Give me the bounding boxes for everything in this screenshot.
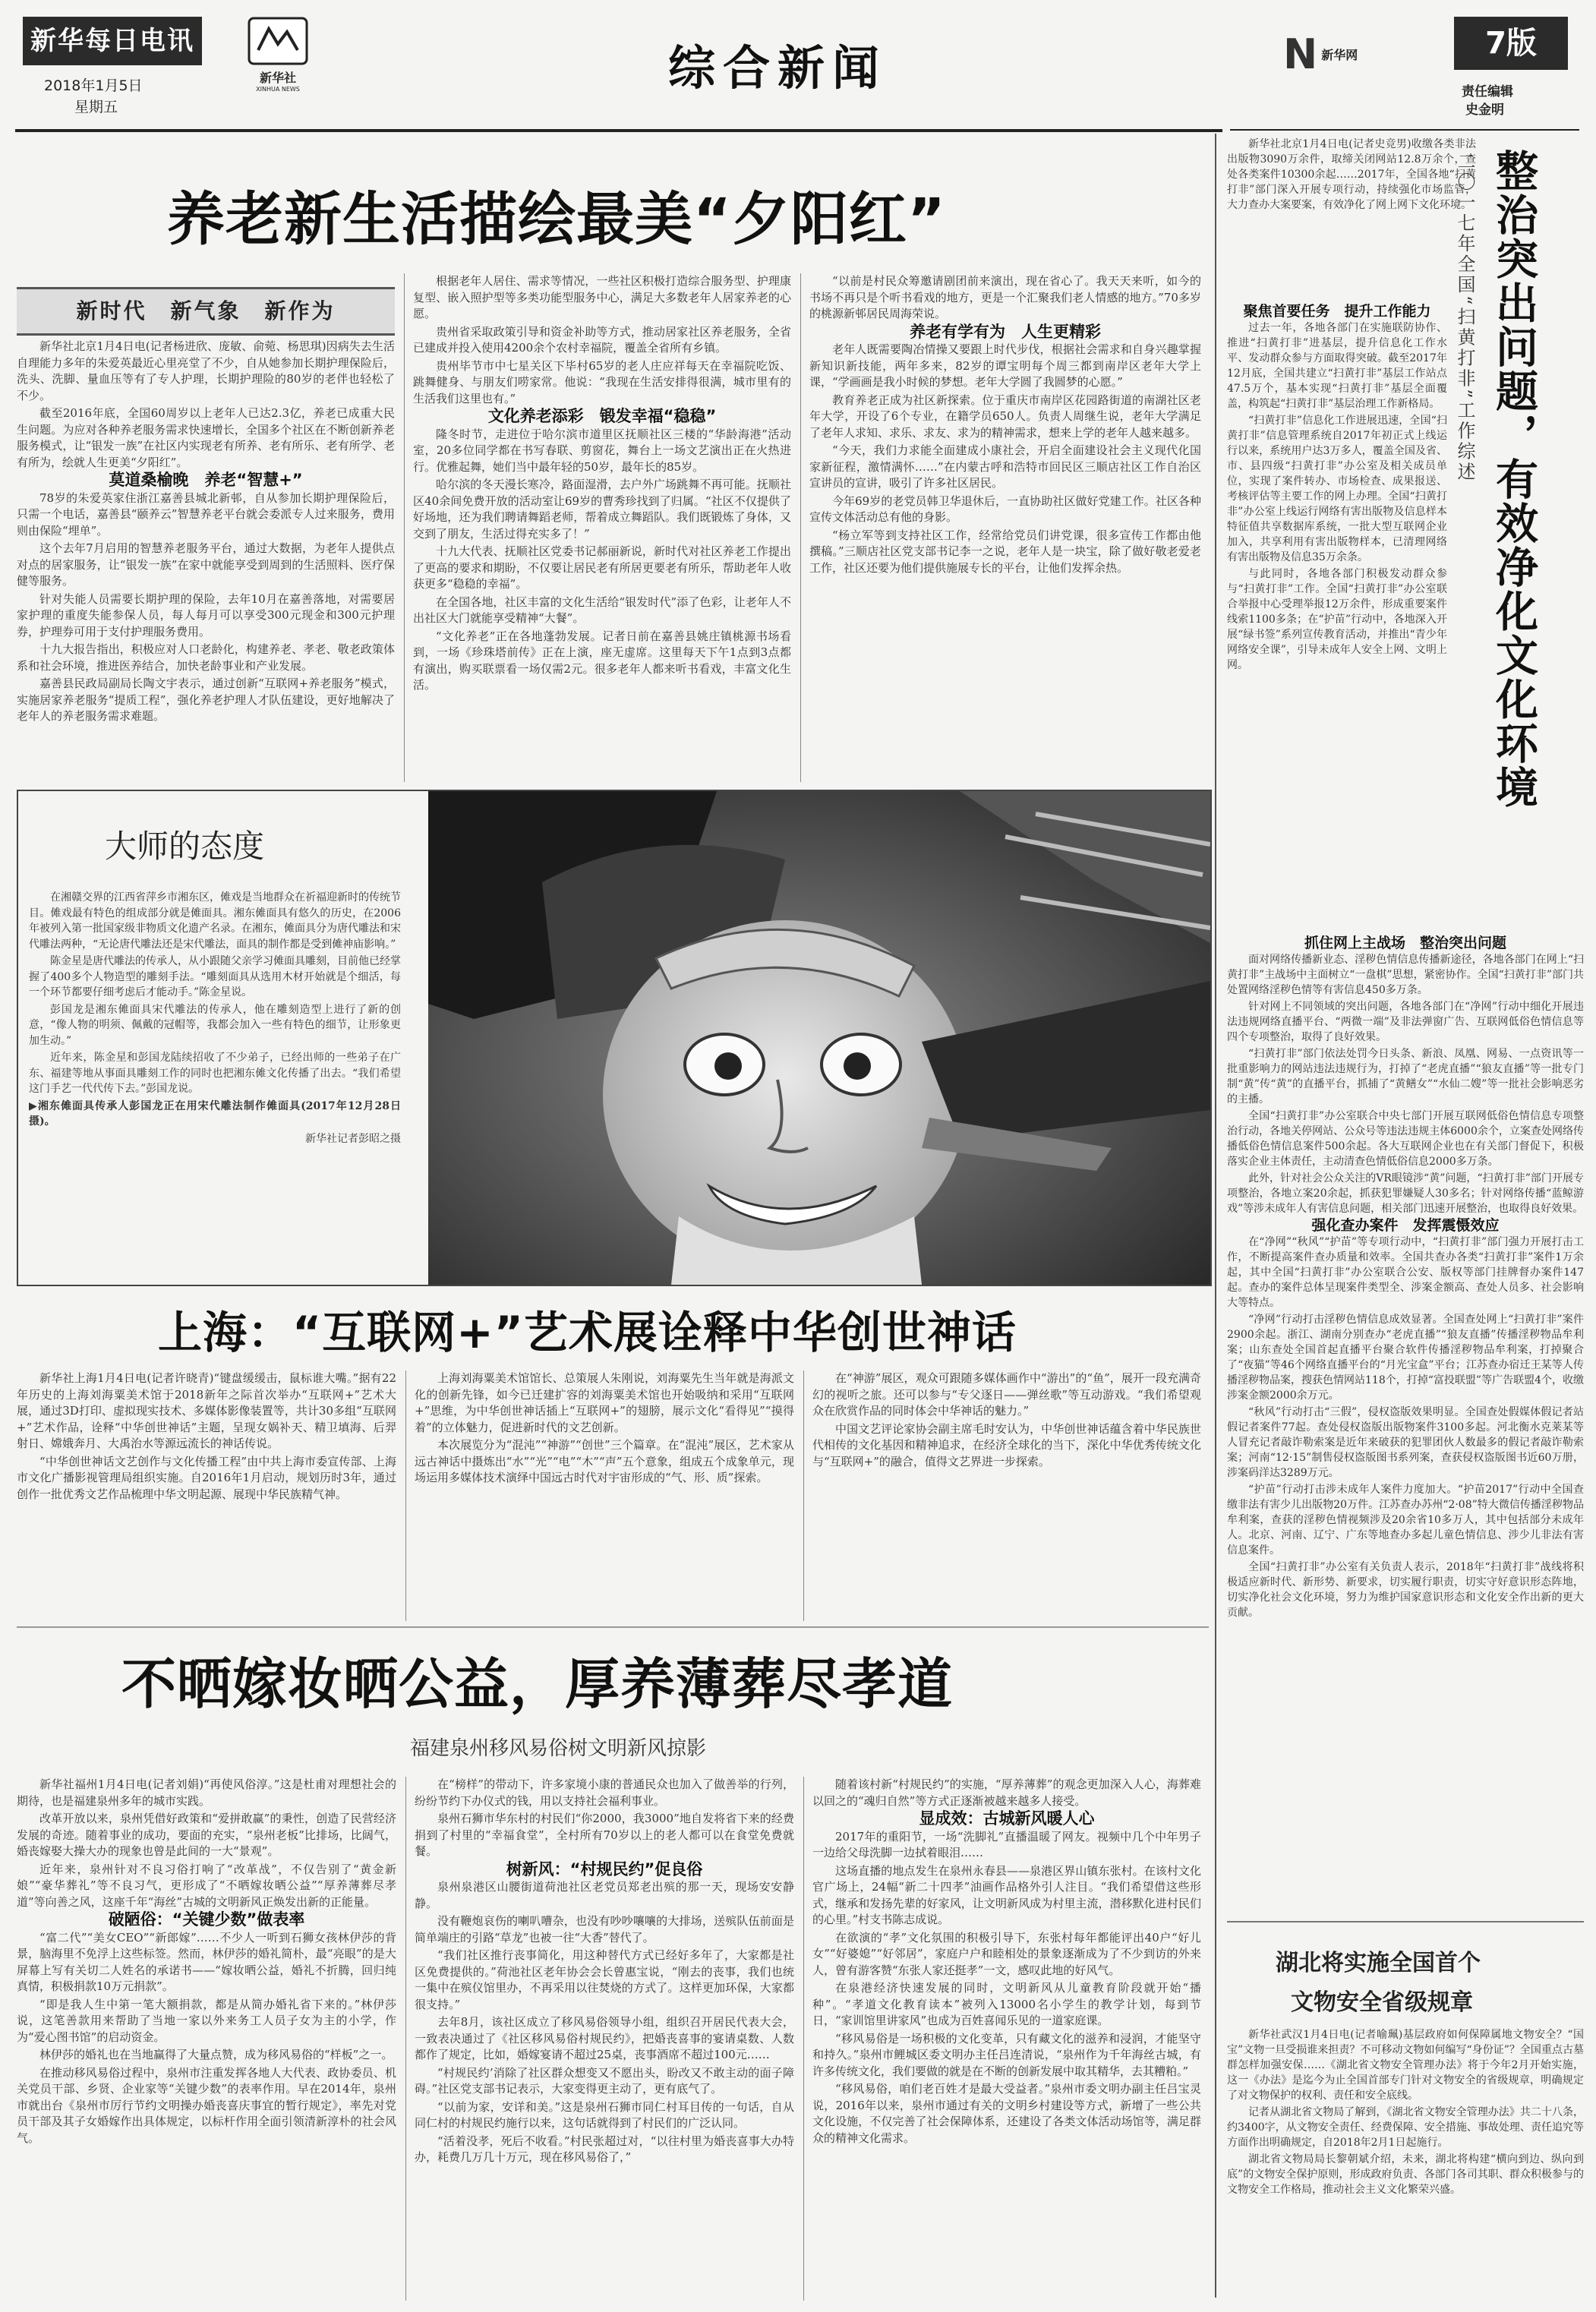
issue-date: 2018年1月5日 xyxy=(44,77,143,94)
paragraph: 在“神游”展区，观众可跟随多媒体画作中“游出”的“鱼”，展开一段充满奇幻的视听之旅。还可以参与“专父逐日——弹丝歌”等互动游戏。“我们希望观众在欣赏作品的同时体会中华神话的魅力。” xyxy=(812,1371,1201,1418)
photo-credit: 新华社记者彭昭之摄 xyxy=(305,1132,401,1145)
article3-col3 xyxy=(812,1777,1201,2301)
paragraph: 78岁的朱爱英家住浙江嘉善县城北新邨，自从参加长期护理保险后，只需一个电话，嘉善县“颐养云”智慧养老平台就会委派专人过来服务，费用则由保险“埋单”。 xyxy=(17,490,395,538)
paragraph: 过去一年，各地各部门在实施联防协作、推进“扫黄打非”进基层，提升信息化工作水平、发动群众参与方面取得突破。截至2017年12月底，全国共建立“扫黄打非”基层工作站点47.5万个，基本实现“扫黄打非”基层全面覆盖，构筑起“扫黄打非”基层治理工作新格局。 xyxy=(1227,322,1447,410)
page-number: 7版 xyxy=(1454,17,1568,70)
paragraph: 面对网络传播新业态、淫秽色情信息传播新途径，各地各部门在网上“扫黄打非”主战场中主面树立“一盘棋”思想，紧密协作。全国“扫黄打非”部门共处置网络淫秽色情等有害信息450多万条。 xyxy=(1227,954,1584,996)
photo-story-body xyxy=(29,890,401,1270)
right-col-subheadline xyxy=(1452,152,1482,699)
masthead-rule-right xyxy=(1230,129,1579,131)
paragraph: 林伊莎的婚礼也在当地赢得了大量点赞，成为移风易俗的“样板”之一。 xyxy=(39,2048,393,2061)
paragraph: “我们社区推行丧事简化，用这种替代方式已经好多年了，大家都是社区免费提供的。”荷池社区老年协会会长曾惠宝说，“刚去的丧事，我们也统一集中在殡仪馆里办，不再采用以往焚烧的方式了。这样更加环保，大家都很支持。” xyxy=(415,1948,794,2011)
paragraph: 这个去年7月启用的智慧养老服务平台，通过大数据，为老年人提供点对点的居家服务，让“银发一族”在家中就能享受到周到的生活照料、医疗保健等服务。 xyxy=(17,541,395,588)
editor-name: 史金明 xyxy=(1465,103,1504,118)
article1-col1 xyxy=(17,339,395,787)
article2-col1 xyxy=(17,1370,396,1621)
article3-headline: 不晒嫁妆晒公益，厚养薄葬尽孝道 xyxy=(121,1652,954,1716)
paragraph: “移风易俗是一场积极的文化变革，只有藏文化的滋养和浸润，才能坚守和持久。”泉州市鲤城区委文明办主任吕连清说，“泉州作为千年海丝古城，有许多传统文化，我们要做的就是在不断的创新发展中取其精华，去其糟粕。” xyxy=(812,2031,1201,2078)
paragraph: “即是我人生中第一笔大额捐款，都是从简办婚礼省下来的。”林伊莎说，这笔善款用来帮助了当地一家以外来务工人员子女为主的小学，作为“爱心图书馆”的启动资金。 xyxy=(17,1997,396,2044)
paragraph: “杨立军等到支持社区工作，经常给党员们讲党课，很多宣传工作都由他撰稿。”三顺店社区党支部书记李一之说，老年人是一块宝，除了做好敬老爱老工作，社区还要为他们提供施展专长的平台，让他们发挥余热。 xyxy=(809,528,1201,575)
paragraph: 此外，针对社会公众关注的VR眼镜涉“黄”问题，“扫黄打非”部门开展专项整治，各地立案20余起，抓获犯罪嫌疑人30多名；针对网络传播“蓝鲸游戏”等涉未成年人有害信息问题，相关部门迅速开展整治，也取得良好效果。 xyxy=(1227,1172,1584,1215)
photo-story-text xyxy=(29,806,410,1270)
paragraph: 十九大报告指出，积极应对人口老龄化，构建养老、孝老、敬老政策体系和社会环境，推进医养结合，加快老龄事业和产业发展。 xyxy=(17,642,395,673)
xinhua-logo-text: 新华社 xyxy=(259,71,296,85)
nuo-mask-carving-photo xyxy=(428,791,1210,1285)
article1-subheading-3: 养老有学有为 人生更精彩 xyxy=(910,322,1101,341)
paragraph: “护苗”行动打击涉未成年人案件力度加大。“护苗2017”行动中全国查缴非法有害少儿出版物20万件。江苏查办苏州“2·08”特大微信传播淫秽物品牟利案，查获的淫秽色情视频涉及20余省10多万人，其中包括部分未成年人。北京、河南、辽宁、广东等地查办多起儿童色情信息、涉少儿非法有害信息案件。 xyxy=(1227,1484,1584,1557)
paragraph: 全国“扫黄打非”办公室有关负责人表示，2018年“扫黄打非”战线将积极适应新时代、新形势、新要求，切实履行职责，切实守好意识形态阵地，切实净化社会文化环境，努力为维护国家意识形态和文化安全作出新的更大贡献。 xyxy=(1227,1561,1584,1619)
masthead xyxy=(0,0,1596,137)
photo-story-image xyxy=(428,791,1210,1285)
paragraph: 新华社北京1月4日电(记者杨进欣、庞敏、俞菀、杨思琪)因病失去生活自理能力多年的朱爱英最近心里亮堂了不少，自从她参加长期护理保险后，洗头、洗脚、量血压等有了专人护理，长期护理险的80岁的老伴也轻松了不少。 xyxy=(17,339,395,402)
paragraph: “移风易俗，咱们老百姓才是最大受益者。”泉州市委文明办副主任吕宝灵说，2016年以来，泉州市通过有关的文明乡村建设等方式，新增了一些公共文化设施，不仅完善了社会保障体系，还建设了各类文体活动场馆等，满足群众的精神文化需求。 xyxy=(812,2082,1201,2145)
right-col-rule xyxy=(1227,1921,1584,1922)
article1-col3 xyxy=(809,273,1201,787)
paragraph: 新华社武汉1月4日电(记者喻珮)基层政府如何保障属地文物安全？“国宝”文物一旦受损谁来担责？不可移动文物如何编写“身份证”？全国重点古墓群怎样加强安保……《湖北省文物安全管理办法》将于今年2月开始实施，这一《办法》是迄今为止全国首部专门针对文物安全的省级规章，明确规定了对文物保护的权利、责任和安全底线。 xyxy=(1227,2029,1584,2102)
paragraph: 本次展览分为“混沌”“神游”“创世”三个篇章。在“混沌”展区，艺术家从远古神话中摄炼出“水”“光”“电”“木”“声”五个意象，组成五个成象单元，现场运用多媒体技术演绎中国远古时代对宇宙形成的“气、形、质”探索。 xyxy=(415,1438,794,1484)
paragraph: “净网”行动打击淫秽色情信息成效显著。全国查处网上“扫黄打非”案件2900余起。浙江、湖南分别查办“老虎直播”“狼友直播”传播淫秽物品牟利案；山东查处全国首起直播平台聚合软件传播淫秽物品牟利案，打掉聚合了“夜猫”等46个网络直播平台的“月光宝盒”平台；江苏查办宿迁王某等人传播淫秽物品案，搜获色情网站118个，打掉“富投联盟”等广告联盟4个，收缴涉案金额2000余万元。 xyxy=(1227,1314,1584,1402)
paragraph: 中国文艺评论家协会副主席毛时安认为，中华创世神话蕴含着中华民族世代相传的文化基因和精神追求，在经济全球化的当下，深化中华优秀传统文化与“互联网+”的融合，值得文艺界进一步探索。 xyxy=(812,1421,1201,1468)
xinhua-logo-icon xyxy=(248,17,308,65)
article1-subheading-2: 文化养老添彩 锻发幸福“稳稳” xyxy=(487,407,717,425)
article3-subheading-2: 树新风：“村规民约”促良俗 xyxy=(506,1859,703,1878)
xinhuanet-n-icon: N xyxy=(1283,30,1318,78)
right-col-headline xyxy=(1488,149,1564,893)
paragraph: 针对失能人员需要长期护理的保险，去年10月在嘉善落地，对需要居家护理的重度失能参保人员，每人每月可以享受300元现金和300元护理券，护理券可用于支付护理服务费用。 xyxy=(17,591,395,639)
column-divider xyxy=(405,1777,406,2301)
paragraph: 随着该村新“村规民约”的实施，“厚养薄葬”的观念更加深入人心，海葬难以回之的“魂归自然”等方式正逐渐被越来越多人接受。 xyxy=(812,1777,1201,1808)
masthead-rule xyxy=(15,129,1222,132)
article2-col3 xyxy=(812,1370,1201,1621)
article3-col1 xyxy=(17,1777,396,2301)
column-divider xyxy=(803,1370,804,1621)
paragraph: “扫黄打非”信息化工作进展迅速，全国“扫黄打非”信息管理系统自2017年初正式上线运行以来，系统用户达3万多人，覆盖全国及省、市、县四级“扫黄打非”办公室及相关成员单位，实现了案件转办、市场检查、成果报送、考核评估等主要工作的网上办理。全国“扫黄打非”办公室上线运行网络有害出版物及信息样本特征值共享数据库系统，一批大型互联网企业加入，共享利用有害出版物样本，已清理网络有害出版物及信息35万余条。 xyxy=(1227,415,1447,563)
paragraph: 在全国各地，社区丰富的文化生活给“银发时代”添了色彩，让老年人不出社区大门就能享受精神“大餐”。 xyxy=(413,595,791,625)
paragraph: 截至2016年底，全国60周岁以上老年人已达2.3亿，养老已成重大民生问题。为应对各种养老服务需求快速增长，全国多个社区在不断创新养老服务模式，让“银发一族”在社区内实现老有所养、老有所乐、老有所学、老有所为，绘就人生更美“夕阳红”。 xyxy=(17,406,395,469)
paragraph: 在湘赣交界的江西省萍乡市湘东区，傩戏是当地群众在祈福迎新时的传统节目。傩戏最有特色的组成部分就是傩面具。湘东傩面具有悠久的历史，在2006年被列入第一批国家级非物质文化遗产名录。在湘东，傩面具分为唐代雕法和宋代雕法两种，“无论唐代雕法还是宋代雕法，面具的制作都是受到傩神庙影响。” xyxy=(29,891,401,951)
right-col-hl2: 湖北将实施全国首个 xyxy=(1276,1950,1481,1976)
paragraph: “富二代”“美女CEO”“新郎嫁”……不少人一听到石狮女孩林伊莎的背景，脑海里不免浮上这些标签。然而，林伊莎的婚礼简朴，最“亮眼”的是大屏幕上写有关切二人姓名的承诺书——“嫁妆晒公益，婚礼不折腾，回归纯真情，积极捐款10万元捐款”。 xyxy=(17,1930,396,1993)
paragraph: 贵州省采取政策引导和资金补助等方式，推动居家社区养老服务，全省已建成并投入使用4200余个农村幸福院，覆盖全省所有乡镇。 xyxy=(413,324,791,355)
right-col-subheading-2: 抓住网上主战场 整治突出问题 xyxy=(1304,935,1506,951)
paragraph: “今天，我们力求能全面建成小康社会，开启全面建设社会主义现代化国家新征程，激情满怀……”在内蒙古呼和浩特市回民区三顺店社区工作自治区宣讲员的宣讲，吸引了许多社区居民。 xyxy=(809,443,1201,490)
editor-label: 责任编辑 xyxy=(1462,84,1513,99)
right-col-subheadline-text: 二〇一七年全国“扫黄打非”工作综述 xyxy=(1454,152,1475,483)
column-divider xyxy=(803,1777,804,2301)
paragraph: 泉州泉港区山腰街道荷池社区老党员郑老出殡的那一天，现场安安静静。 xyxy=(415,1880,794,1910)
paragraph: 老年人既需要陶冶情操又要跟上时代步伐，根据社会需求和自身兴趣掌握新知识新技能，两年多来，82岁的谭宝明每个周三都到南岸区老年大学上课，“学画画是我小时候的梦想。老年大学圆了我圆梦的心愿。” xyxy=(809,342,1201,389)
article3-col2 xyxy=(415,1777,794,2301)
xinhuanet-logo-text: 新华网 xyxy=(1321,48,1358,62)
paragraph: 贵州毕节市中七星关区下毕村65岁的老人庄应祥每天在幸福院吃饭、跳舞健身、与朋友们唠家常。他说：“我现在生活安排得很满，城市里有的生活我们这里也有。” xyxy=(413,358,791,405)
paragraph: 改革开放以来，泉州凭借好政策和“爱拼敢赢”的秉性，创造了民营经济发展的奇迹。随着事业的成功，要面的充实，“泉州老板”比排场，比阔气，婚丧嫁娶大操大办的现象也曾是此间的一大“景观”。 xyxy=(17,1812,396,1858)
paragraph: 湖北省文物局局长黎朝斌介绍，未来，湖北将构建“横向到边、纵向到底”的文物安全保护原则，形成政府负责、各部门各司其职、群众积极参与的文物安全工作格局，推动社会主义文化繁荣兴盛。 xyxy=(1227,2153,1584,2196)
paragraph: “以前是村民众筹邀请剧团前来演出，现在省心了。我天天来听，如今的书场不再只是个听书看戏的地方，更是一个汇聚我们老人情感的地方。”70多岁的桃源新邨居民周海荣说。 xyxy=(809,274,1201,320)
paragraph: 泉州石狮市华东村的村民们“你2000，我3000”地自发将省下来的经费捐到了村里的“幸福食堂”，全村所有70岁以上的老人都可以在食堂免费就餐。 xyxy=(415,1812,794,1858)
paragraph: 近年来，陈金星和彭国龙陆续招收了不少弟子，已经出师的一些弟子在广东、福建等地从事面具雕刻工作的同时也把湘东傩文化传播了出去。“我们希望这门手艺一代代传下去。”彭国龙说。 xyxy=(29,1052,401,1095)
paragraph: 陈金星是唐代雕法的传承人，从小跟随父亲学习傩面具雕刻，目前他已经掌握了400多个人物造型的雕刻手法。“雕刻面具从选用木材开始就是个细活，每一个环节都要仔细考虑后才能动手。”陈金星说。 xyxy=(29,955,401,998)
photo-caption: ▶湘东傩面具传承人彭国龙正在用宋代雕法制作傩面具(2017年12月28日摄)。 xyxy=(29,1099,401,1128)
paragraph: “中华创世神话文艺创作与文化传播工程”由中共上海市委宣传部、上海市文化广播影视管理局组织实施。自2016年1月启动，规划历时3年，通过创作一批优秀文艺作品梳理中华文明起源、展现中华民族精气神。 xyxy=(17,1454,396,1501)
article2-col2 xyxy=(415,1370,794,1621)
paragraph: 根据老年人居住、需求等情况，一些社区积极打造综合服务型、护理康复型、嵌入照护型等多类功能型服务中心，满足大多数老年人居家养老的心愿。 xyxy=(413,274,791,320)
section-title: 综合新闻 xyxy=(668,40,888,96)
article3-subtitle: 福建泉州移风易俗树文明新风掠影 xyxy=(410,1737,707,1760)
paragraph: 今年69岁的老党员韩卫华退休后，一直协助社区做好党建工作。社区各种宣传文体活动总有他的身影。 xyxy=(809,494,1201,524)
paragraph: 十九大代表、抚顺社区党委书记郝丽新说，新时代对社区养老工作提出了更高的要求和期盼，不仅要让居民老有所居更要老有所乐，帮助老年人收获更多“稳稳的幸福”。 xyxy=(413,544,791,591)
photo-story xyxy=(17,790,1212,1286)
paragraph: 新华社上海1月4日电(记者许晓青)“键盘缓缓击，鼠标谁大嘴。”据有22年历史的上海刘海粟美术馆于2018新年之际首次举办“互联网+”艺术大展，通过3D打印、虚拟现实技术、多媒体影像装置等，共计30多组“互联网+”艺术作品，诠释“中华创世神话”主题，呈现女娲补天、精卫填海、后羿射日、嫦娥奔月、大禹治水等源远流长的神话传说。 xyxy=(17,1371,396,1450)
article1-col2 xyxy=(413,273,791,787)
paragraph: 这场直播的地点发生在泉州永春县——泉港区界山镇东张村。在该村文化官广场上，24幅“新二十四孝”油画作品格外引人注目。“我们希望借这些形式，继承和发扬先辈的好家风，让文明新风成为村里主流，潜移默化进村民们的心里。”村支书陈志成说。 xyxy=(812,1863,1201,1926)
issue-weekday: 星期五 xyxy=(74,99,118,115)
agency-badge: 新华每日电讯 xyxy=(23,17,202,65)
right-col-subheading-1: 聚焦首要任务 提升工作能力 xyxy=(1243,304,1431,320)
article1-banner: 新时代 新气象 新作为 xyxy=(17,287,395,336)
paragraph: 去年8月，该社区成立了移风易俗领导小组，组织召开居民代表大会，一致表决通过了《社区移风易俗村规民约》，把婚丧喜事的宴请桌数、人数都作了规定，比如，婚嫁宴请不超过25桌，丧事酒席不超过100元…… xyxy=(415,2015,794,2061)
paragraph: 嘉善县民政局副局长陶文宇表示，通过创新“互联网+养老服务”模式，实施居家养老服务“提质工程”，强化养老护理人才队伍建设，更好地解决了老年人的养老服务需求难题。 xyxy=(17,677,395,723)
paragraph: 哈尔滨的冬天漫长寒冷，路面湿滑，去户外广场跳舞不再可能。抚顺社区40余间免费开放的活动室让69岁的曹秀珍找到了归属。“社区不仅提供了好场地，还为我们聘请舞蹈老师，帮着成立舞蹈队。我们既锻炼了身体，又交到了朋友，生活过得充实多了！” xyxy=(413,478,791,541)
column-divider xyxy=(405,1370,406,1621)
paragraph: “以前为家，安详和美。”这是泉州石狮市同仁村耳目传的一句话，自从同仁村的村规民约施行以来，这句话就得到了村民们的广泛认同。 xyxy=(415,2099,794,2130)
article3-subheading-3: 显成效：古城新风暖人心 xyxy=(919,1809,1095,1828)
paragraph: 教育养老正成为社区新探索。位于重庆市南岸区花园路街道的南湖社区老年大学，开设了6个专业，在籍学员650人。负责人周继生说，老年大学满足了老年人求知、求乐、求友、求为的精神需求，想来上学的老年人越来越多。 xyxy=(809,393,1201,440)
xinhua-logo-sub: XINHUA NEWS xyxy=(256,86,300,93)
paragraph: “秋风”行动打击“三假”，侵权盗版效果明显。全国查处假媒体假记者站假记者案件77起。查处侵权盗版出版物案件3100多起。河北衡水克莱某等人冒充记者敲诈勒索案是近年来破获的犯罪团伙人数最多的假记者敲诈勒索案；河南“12·15”制售侵权盗版图书系列案，查获侵权盗版图书近60万册，涉案码洋达3289万元。 xyxy=(1227,1406,1584,1479)
paragraph: 与此同时，各地各部门积极发动群众参与“扫黄打非”工作。全国“扫黄打非”办公室联合举报中心受理举报12万余件，形成重要案件线索1100多条；在“护苗”行动中，各地深入开展“绿书签”系列宣传教育活动，并推出“青少年网络安全课”，引导未成年人安全上网、文明上网。 xyxy=(1227,568,1447,671)
paragraph: 新华社北京1月4日电(记者史竞男)收缴各类非法出版物3090万余件，取缔关闭网站12.8万余个，查处各类案件10300余起……2017年，全国各地“扫黄打非”部门深入开展专项行动，持续强化市场监管，大力查办大案要案，有效净化了网上网下文化环境。 xyxy=(1227,138,1476,211)
paragraph: 上海刘海粟美术馆馆长、总策展人朱刚说，刘海粟先生当年就是海派文化的创新先锋，如今已迁建扩容的刘海粟美术馆也开始吸纳和采用“互联网+”思维，为中华创世神话插上“互联网+”的翅膀，展示文化“看得见”“摸得着”的立体魅力，促进新时代的文艺创新。 xyxy=(415,1371,794,1434)
paragraph: 在推动移风易俗过程中，泉州市注重发挥各地人大代表、政协委员、机关党员干部、乡贤、企业家等“关键少数”的表率作用。早在2014年，泉州市就出台《泉州市厉行节约文明操办婚丧喜庆事宜的暂行规定》，率先对党员干部及其子女婚嫁作出具体规定，以标杆作用全面引领清新淳朴的社会风气。 xyxy=(17,2065,396,2145)
right-col-lead xyxy=(1227,137,1476,304)
paragraph: 新华社福州1月4日电(记者刘娟)“再使风俗淳。”这是杜甫对理想社会的期待，也是福建泉州多年的城市实践。 xyxy=(17,1777,396,1808)
paragraph: 记者从湖北省文物局了解到，《湖北省文物安全管理办法》共二十八条，约3400字，从文物安全责任、经费保障、安全措施、事故处理、责任追究等方面作出明确规定，自2018年2月1日起施行。 xyxy=(1227,2106,1584,2149)
right-column-divider xyxy=(1215,134,1216,2298)
xinhuanet-logo xyxy=(1283,30,1374,84)
xinhua-logo xyxy=(243,17,313,93)
column-divider xyxy=(800,273,801,782)
article3-subheading-1: 破陋俗：“关键少数”做表率 xyxy=(108,1910,305,1929)
article1-headline: 养老新生活描绘最美“夕阳红” xyxy=(167,185,946,253)
right-col-headline-text: 整治突出问题，有效净化文化环境 xyxy=(1489,149,1538,809)
paragraph: “文化养老”正在各地蓬勃发展。记者日前在嘉善县姚庄镇桃源书场看到，一场《珍珠塔前传》正在上演，座无虚席。这里每天下午1点到3点都有演出，购买联票看一场仅需2元。很多老年人都来听书看戏，丰富文化生活。 xyxy=(413,629,791,692)
paragraph: “活着没孝，死后不收看。”村民张超过对，“以往村里为婚丧喜事大办特办，耗费几万几十万元，现在移风易俗了，” xyxy=(415,2134,794,2164)
paragraph: 隆冬时节，走进位于哈尔滨市道里区抚顺社区三楼的“华龄海港”活动室，20多位同学都在书写春联、剪窗花，舞台上一场文艺演出正在火热进行。优雅起舞，她们当中最年轻的50岁，最年长的85岁。 xyxy=(413,427,791,474)
paragraph: “村规民约’消除了社区群众想变又不愿出头，盼改又不敢主动的面子障碍。”社区党支部书记表示，大家变得更主动了，更有底气了。 xyxy=(415,2065,794,2096)
paragraph: 在“榜样”的带动下，许多家境小康的普通民众也加入了做善举的行列，纷纷节约下办仪式的钱，用以支持社会福利事业。 xyxy=(415,1777,794,1808)
article1-subheading-1: 莫道桑榆晚 养老“智慧+” xyxy=(109,471,303,489)
paragraph: 全国“扫黄打非”办公室联合中央七部门开展互联网低俗色情信息专项整治行动，各地关停网站、公众号等违法违规主体6000余个，立案查处网络传播低俗色情信息案件500余起。各大互联网企业也在有关部门督促下，积极落实企业主体责任，主动清查色情低俗信息2000多万条。 xyxy=(1227,1110,1584,1168)
paragraph: 没有鞭炮哀伤的喇叭嘈杂，也没有吵吵嚷嚷的大排场，送殡队伍前面是简单端庄的引路“草龙”也被一往“大香”替代了。 xyxy=(415,1914,794,1945)
right-col-hl2b: 文物安全省级规章 xyxy=(1291,1989,1473,2016)
right-col-body-2 xyxy=(1227,935,1584,1809)
right-col-subheading-3: 强化查办案件 发挥震慑效应 xyxy=(1311,1217,1500,1234)
paragraph: 彭国龙是湘东傩面具宋代雕法的传承人，他在雕刻造型上进行了新的创意，“像人物的明须、佩戴的冠帽等，我都会加入一些有特色的细节，让形象更加生动。” xyxy=(29,1003,401,1047)
paragraph: 近年来，泉州针对不良习俗打响了“改革战”，不仅告别了“黄金新娘”“豪华葬礼”等不良习气，更形成了“不晒嫁妆晒公益”“厚养薄葬尽孝道”等向善之风，这座千年“海丝”古城的文明新风正焕发出新的正能量。 xyxy=(17,1862,396,1909)
right-col-body-1 xyxy=(1227,304,1447,926)
paragraph: 针对网上不同领域的突出问题，各地各部门在“净网”行动中细化开展违法违规网络直播平台、“两微一端”及非法弹窗广告、互联网低俗色情信息等四个专项整治，取得了良好效果。 xyxy=(1227,1001,1584,1043)
paragraph: 2017年的重阳节，一场“洗脚礼”直播温暖了网友。视频中几个中年男子一边给父母洗脚一边拭着眼泪…… xyxy=(812,1829,1201,1859)
paragraph: 在泉港经济快速发展的同时，文明新风从儿童教育阶段就开始“播种”。“孝道文化教育读本”被列入13000名小学生的教学计划，每到节日，“家训馆里讲家风”也成为百姓喜闻乐见的一道家庭课。 xyxy=(812,1981,1201,2027)
paragraph: 在“净网”“秋风”“护苗”等专项行动中，“扫黄打非”部门强力开展打击工作，不断提高案件查办质量和效率。全国共查办各类“扫黄打非”案件1万余起，其中全国“扫黄打非”办公室联合公安、版权等部门挂牌督办案件147起。查办的案件总体呈现案件类型全、涉案金额高、查处人员多、社会影响大等特点。 xyxy=(1227,1236,1584,1309)
paragraph: “扫黄打非”部门依法处罚今日头条、新浪、凤凰、网易、一点资讯等一批重影响力的网站违法违规行为，打掉了“老虎直播”“狼友直播”等一批专门制“黄”传“黄”的直播平台，抓捕了“黄鳝女”“水仙二嫂”等一批社会影响恶劣的主播。 xyxy=(1227,1048,1584,1106)
column-divider xyxy=(404,273,405,782)
section-rule xyxy=(17,1626,1209,1628)
article2-headline: 上海：“互联网+”艺术展诠释中华创世神话 xyxy=(158,1307,1017,1358)
right-col-body-3 xyxy=(1227,2027,1584,2297)
paragraph: 在欲演的“孝”文化氛围的积极引导下，东张村每年都能评出40户“好儿女”“好婆媳”“好邻居”，家庭户户和睦相处的景象逐渐成为了不少到访的外来人，曾有游客赞“东张人家还挺孝”一文，感叹此地的好风气。 xyxy=(812,1930,1201,1977)
photo-story-title: 大师的态度 xyxy=(105,828,265,865)
